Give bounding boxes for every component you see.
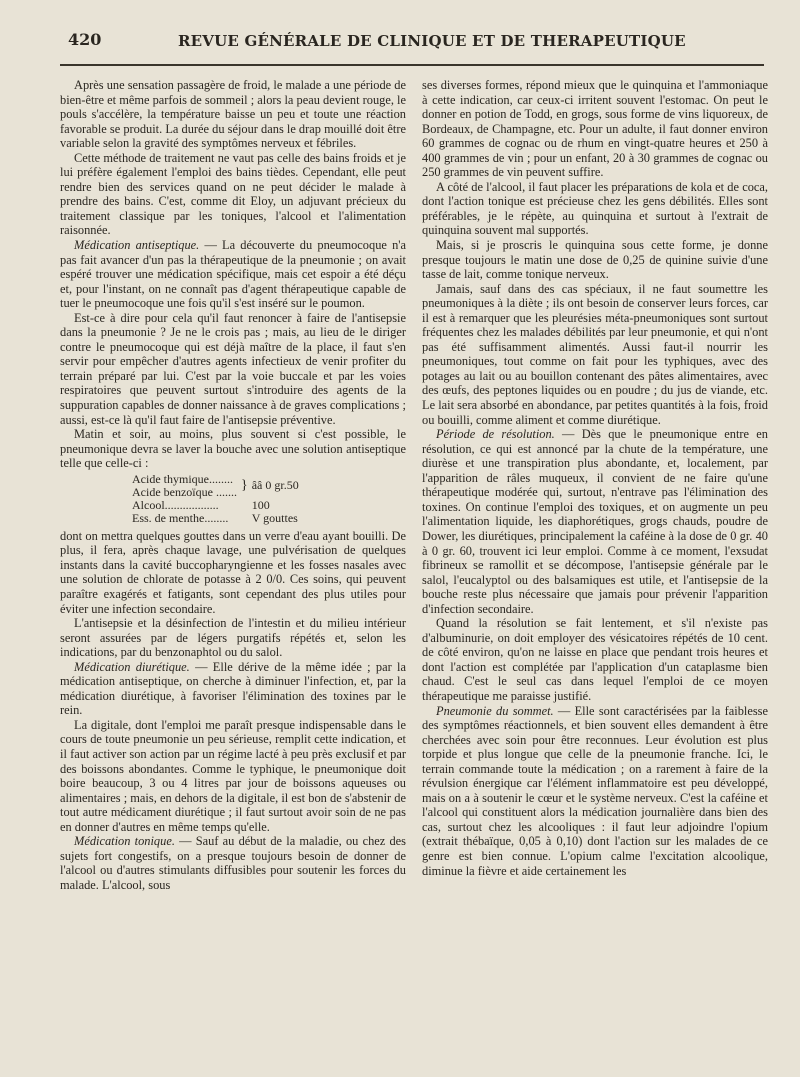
paragraph-text: — Elle sont caractérisées par la faiblesse des symptômes réactionnels, et bien souvent elles demandent à être cherchées avec soin pour être reconnues. Leur évolution est plus torpide et plus longue que celle de la pneumonie franche. Ici, le terrain commande toute la médication ; on a rarement à faire de la révulsion énergique car l'élément inflammatoire est peu développé, mais on a à soutenir le cœur et le système nerveux. C'est la caféine et l'alcool qui constituent alors la médication journalière dans bien des cas, surtout chez les alcooliques : il faut leur adjoindre l'opium (extrait thébaïque, 0,05 à 0,10) dont l'action sur les malades de ce genre est bien connue. L'opium calme l'excitation alcoolique, diminue la fièvre et aide certainement les [422,703,769,878]
paragraph: La digitale, dont l'emploi me paraît presque indispensable dans le cours de toute pneumonie un peu sérieuse, remplit cette indication, et il faut activer son action par un régime lacté à peu près exclusif et par des boissons abondantes. Comme le typhique, le pneumonique doit boire beaucoup, 3 ou 4 litres par jour de boissons aqueuses ou alimentaires ; mais, en dehors de la digitale, il est bon de s'abstenir de tout autre médicament diurétique ; il faut surtout avoir soin de ne pas en donner d'autres en même temps qu'elle. [60,717,406,834]
section-title: Période de résolution. [436,427,555,442]
paragraph-text: — La découverte du pneumocoque n'a pas fait avancer d'un pas la thérapeutique de la pneumonie ; on avait espéré trouver une médication spécifique, mais cet espoir a été déçu et, pour l'instant, on ne connaît pas d'agent thérapeutique capable de tuer le pneumocoque une fois qu'il s'est inséré sur le poumon. [60,238,406,311]
paragraph: dont on mettra quelques gouttes dans un verre d'eau ayant bouilli. De plus, il fera, après chaque lavage, une pulvérisation de quelques instants dans la cavité buccopharyngienne et les fosses nasales avec une solution de chlorate de potasse à 2 0/0. Ces soins, qui peuvent paraître exagérés et fatigants, sont cependant des plus utiles pour éviter une infection secondaire. [60,528,406,616]
section-title: Pneumonie du sommet. [436,703,554,718]
paragraph: Mais, si je proscris le quinquina sous cette forme, je donne presque toujours le matin une dose de 0,25 de quinine suivie d'une tasse de lait, comme tonique nerveux. [422,238,768,282]
section-title: Médication diurétique. [74,659,190,674]
left-column [60,78,406,892]
running-title: REVUE GÉNÉRALE DE CLINIQUE ET DE THERAPEUTIQUE [178,32,686,50]
paragraph: A côté de l'alcool, il faut placer les préparations de kola et de coca, dont l'action tonique est précieuse chez les gens débilités. Elles sont préférables, je le répète, au quinquina et surtout à l'extrait de quinquina souvent mal supportés. [422,179,768,238]
formula-quantity: V gouttes [251,510,298,525]
paragraph: Matin et soir, au moins, plus souvent si c'est possible, le pneumonique devra se laver la bouche avec une solution antiseptique telle que celle-ci : [60,427,406,471]
formula-ingredient: Alcool.................. [132,497,219,512]
formula-table [130,473,301,525]
right-column [422,78,768,878]
paragraph: Jamais, sauf dans des cas spéciaux, il ne faut soumettre les pneumoniques à la diète ; ils ont besoin de conserver leurs forces, car il est à remarquer que les pleurésies méta-pneumoniques sont surtout fréquentes chez les malades débilités par leur pneumonie, et qui n'ont pas été suffisamment alimentés. Aussi faut-il nourrir les pneumoniques, tout comme on fait pour les typhiques, avec des potages au lait ou au bouillon contenant des pâtes alimentaires, avec des œufs, des peptones liquides ou en poudre ; du jus de viande, etc. Le lait sera absorbé en abondance, par petites quantités à la fois, froid ou bouilli, comme aliment et comme diurétique. [422,281,768,427]
section-title: Médication tonique. [74,834,175,849]
paragraph: Quand la résolution se fait lentement, et s'il n'existe pas d'albuminurie, on doit employer des vésicatoires répétés de 10 cent. de côté environ, qu'on ne laisse en place que pendant trois heures et dont l'action est complétée par l'application d'un cataplasme bien chaud. C'est le seul cas dans lequel l'emploi de ce moyen thérapeutique me paraisse justifié. [422,616,768,703]
brace-icon: } [240,478,248,494]
formula-ingredient: Acide thymique........ [132,471,233,486]
page-header [60,30,760,54]
paragraph [60,834,406,892]
paragraph-text: — Sauf au début de la maladie, ou chez des sujets fort congestifs, on a presque toujours besoin de donner de l'alcool ou d'autres stimulants diffusibles pour soutenir les forces du malade. L'alcool, sous [60,834,406,892]
formula-ingredient: Ess. de menthe........ [132,510,229,525]
paragraph: Après une sensation passagère de froid, le malade a une période de bien-être et même parfois de sommeil ; alors la peau devient rouge, le pouls s'accélère, la température baisse un peu et toute une réaction favorable se produit. La durée du séjour dans le drap mouillé doit être variable selon la gravité des symptômes nerveux et fébriles. [60,78,406,151]
section-title: Médication antiseptique. [74,238,200,253]
formula-ingredient: Acide benzoïque ....... [132,484,237,499]
paragraph-text: — Dès que le pneumonique entre en résolution, ce qui est annoncé par la chute de la température, une diurèse et une transpiration plus abondante, et, localement, par l'apparition de râles muqueux, il convient de ne faire qu'une thérapeutique modérée qui, surtout, n'entrave pas l'élimination des toxines. On continue l'emploi des toxiques, et on augmente un peu l'alimentation liquide, les diaphorétiques, grogs chauds, poudre de Dower, les diurétiques, principalement la caféine à la dose de 0 gr. 40 à 0 gr. 60, trouvent ici leur emploi. Comme à ce moment, l'exsudat fibrineux se ramollit et se décompose, l'antisepsie générale par le salol, l'eucalyptol ou des balsamiques est utile, et l'antisepsie de la bouche reste plus nécessaire que jamais pour prévenir l'apparition d'infection secondaire. [422,427,768,616]
paragraph [422,427,768,616]
paragraph: Cette méthode de traitement ne vaut pas celle des bains froids et je lui préfère également l'emploi des bains tièdes. Cependant, elle peut rendre bien des services quand on ne peut décider le malade à prendre des bains. C'est, comme dit Eloy, un adjuvant précieux du traitement classique par les toniques, l'alcool et l'alimentation raisonnée. [60,150,406,238]
formula-quantity: 100 [251,497,270,512]
paragraph [422,704,768,879]
formula-quantity: ââ 0 gr.50 [251,478,299,493]
header-rule [60,64,764,66]
paragraph: L'antisepsie et la désinfection de l'intestin et du milieu intérieur seront assurées par de légers purgatifs répétés et, selon les indications, par du benzonaphtol ou du salol. [60,616,406,660]
paragraph: Est-ce à dire pour cela qu'il faut renoncer à faire de l'antisepsie dans la pneumonie ? Je ne le crois pas ; mais, au lieu de le diriger contre le pneumocoque qui est déjà maître de la place, il faut s'en servir pour empêcher d'autres agents infectieux de venir profiter du terrain préparé par lui. C'est par la voie buccale et par les voies respiratoires que peuvent surtout s'introduire des agents de la suppuration capables de donner naissance à de graves complications ; aussi, est-ce là qu'il faut faire de l'antisepsie préventive. [60,310,406,427]
paragraph [60,660,406,718]
paragraph-text: — Elle dérive de la même idée ; par la médication antiseptique, on cherche à diminuer l'infection, et, par la médication diurétique, à favoriser l'élimination des toxines par le rein. [60,659,406,718]
page-number: 420 [68,30,102,49]
paragraph [60,238,406,311]
paragraph: ses diverses formes, répond mieux que le quinquina et l'ammoniaque à cette indication, car ceux-ci irritent souvent l'estomac. On peut le donner en potion de Todd, en grogs, sous forme de vins liquoreux, de Bordeaux, de Champagne, etc. Pour un adulte, il faut donner environ 60 grammes de cognac ou de rhum en vingt-quatre heures et 250 à 400 grammes de vin ; pour un enfant, 20 à 30 grammes de cognac ou 250 grammes de vin peuvent suffire. [422,78,768,180]
